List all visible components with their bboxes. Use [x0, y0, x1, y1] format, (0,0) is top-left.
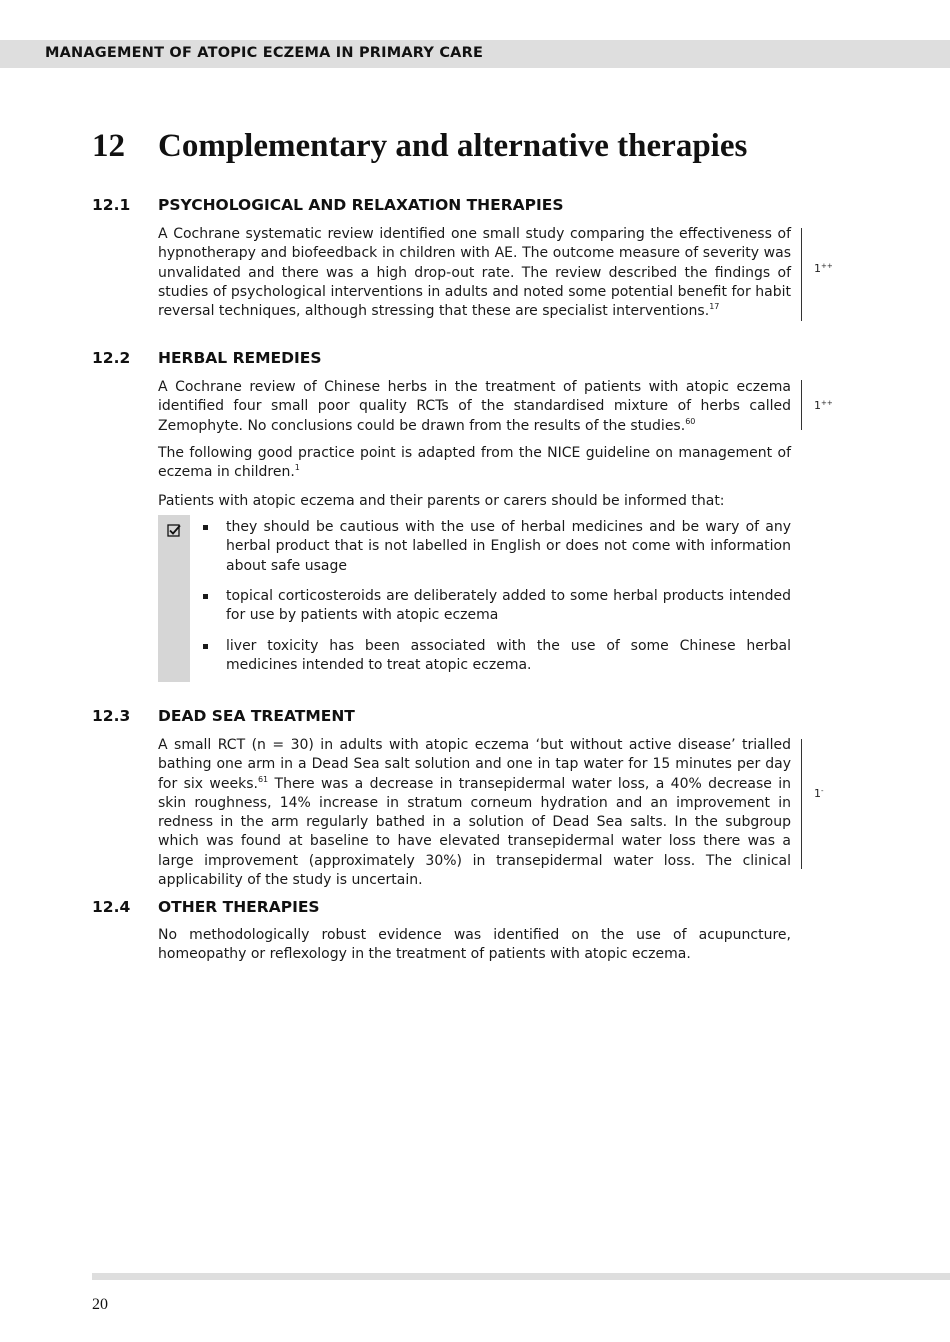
paragraph-text: A Cochrane review of Chinese herbs in the treatment of patients with atopic eczema identified four small poor quality RCTs of the standardised mixture of herbs called Zemophyte. No conclusions could be drawn from the results of the studies. — [158, 379, 791, 434]
evidence-bar — [801, 739, 802, 869]
reference-mark: 1 — [294, 463, 300, 473]
page-number: 20 — [92, 1296, 108, 1313]
evidence-level — [814, 787, 824, 800]
chapter-title: Complementary and alternative therapies — [158, 128, 748, 164]
paragraph — [158, 444, 791, 483]
paragraph-text: No methodologically robust evidence was identified on the use of acupuncture, homeopathy or reflexology in the treatment of patients with atopic eczema. — [158, 927, 791, 963]
paragraph-text: The following good practice point is adapted from the NICE guideline on management of eczema in children. — [158, 445, 791, 481]
paragraph — [158, 225, 791, 321]
running-header — [0, 40, 950, 68]
bullet-item: topical corticosteroids are deliberately added to some herbal products intended for use by patients with atopic eczema — [226, 588, 791, 624]
reference-mark: 17 — [709, 302, 720, 312]
section-number: 12.2 — [92, 349, 131, 367]
evidence-level-base: 1 — [814, 787, 821, 800]
bullet-marker — [203, 525, 208, 530]
checkbox-tick-icon — [167, 524, 181, 538]
paragraph-text: Patients with atopic eczema and their parents or carers should be informed that: — [158, 493, 725, 509]
paragraph-text: A Cochrane systematic review identified one small study comparing the effectiveness of hypnotherapy and biofeedback in children with AE. The outcome measure of severity was unvalidated and there was a high drop-out rate. The review described the findings of studies of psychological interventions in adults and noted some potential benefit for habit reversal techniques, although stressing that these are specialist interventions. — [158, 226, 791, 320]
footer-rule — [92, 1273, 950, 1280]
paragraph — [158, 378, 791, 436]
evidence-level-base: 1 — [814, 399, 821, 412]
section-title: DEAD SEA TREATMENT — [158, 707, 355, 725]
reference-mark: 61 — [257, 774, 269, 784]
section-title: OTHER THERAPIES — [158, 898, 320, 916]
bullet-item: they should be cautious with the use of herbal medicines and be wary of any herbal product that is not labelled in English or does not come with information about safe usage — [226, 519, 791, 574]
chapter-number: 12 — [92, 128, 125, 164]
evidence-level-grade: ++ — [821, 262, 833, 270]
evidence-level — [814, 262, 833, 275]
bullet-marker — [203, 594, 208, 599]
paragraph — [158, 736, 791, 890]
evidence-level — [814, 399, 833, 412]
paragraph — [158, 926, 791, 965]
bullet-item: liver toxicity has been associated with the use of some Chinese herbal medicines intended to treat atopic eczema. — [226, 638, 791, 674]
paragraph-text: There was a decrease in transepidermal water loss, a 40% decrease in skin roughness, 14% increase in stratum corneum hydration and an improvement in redness in the arm regularly bathed in a solution of Dead Sea salts. In the subgroup which was found at baseline to have elevated transepidermal water loss there was a large improvement (approximately 30%) in transepidermal water loss. The clinical applicability of the study is uncertain. — [158, 775, 792, 889]
paragraph — [158, 492, 791, 511]
section-number: 12.4 — [92, 898, 131, 916]
section-number: 12.1 — [92, 196, 131, 214]
evidence-bar — [801, 380, 802, 430]
evidence-level-grade: - — [821, 787, 824, 795]
evidence-level-base: 1 — [814, 262, 821, 275]
section-title: HERBAL REMEDIES — [158, 349, 322, 367]
paragraph-text: A small RCT (n = 30) in adults with atopic eczema ‘but without active disease’ trialled bathing one arm in a Dead Sea salt solution and one in tap water for 15 minutes per day for six weeks. — [158, 737, 791, 792]
evidence-bar — [801, 228, 802, 321]
bullet-marker — [203, 644, 208, 649]
section-title: PSYCHOLOGICAL AND RELAXATION THERAPIES — [158, 196, 564, 214]
section-number: 12.3 — [92, 707, 131, 725]
evidence-level-grade: ++ — [821, 399, 833, 407]
good-practice-point-marker — [158, 515, 190, 682]
running-header-title: MANAGEMENT OF ATOPIC ECZEMA IN PRIMARY CARE — [45, 45, 484, 61]
reference-mark: 60 — [685, 416, 696, 426]
